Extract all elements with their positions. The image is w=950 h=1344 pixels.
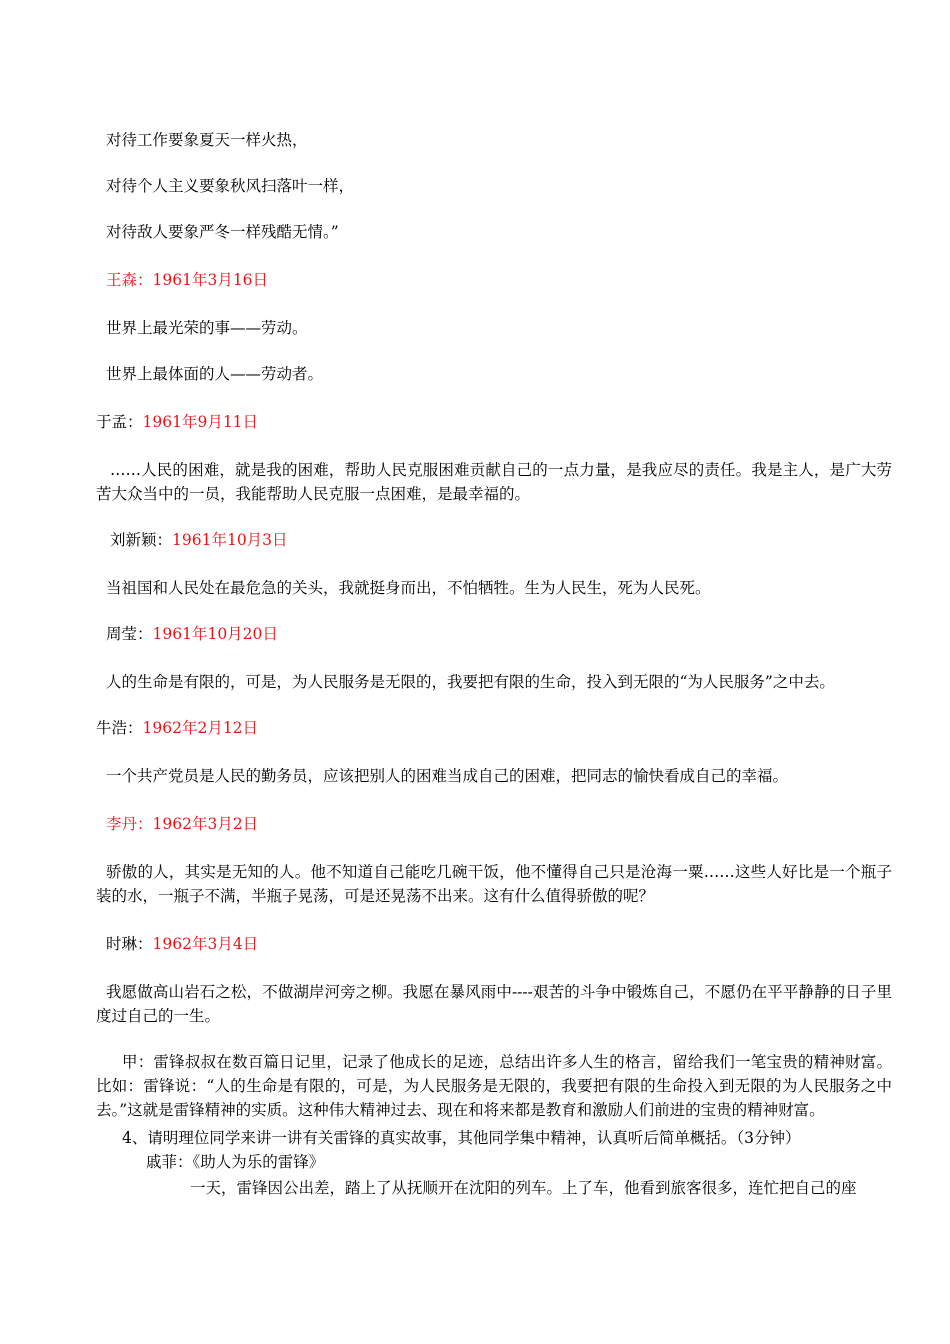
entry-date: 1961年10月3日 <box>172 531 288 549</box>
verse-line-2: 对待个人主义要象秋风扫落叶一样， <box>106 177 355 195</box>
entry-text: 人的生命是有限的，可是，为人民服务是无限的，我要把有限的生命，投入到无限的“为人民服务”之中去。 <box>106 673 835 691</box>
entry-name: 牛浩： <box>96 719 143 737</box>
entry-date: 1962年3月2日 <box>152 815 259 833</box>
entry-text: 骄傲的人，其实是无知的人。他不知道自己能吃几碗干饭，他不懂得自己只是沧海一粟……这些人好比是一个瓶子装的水，一瓶子不满，半瓶子晃荡，可是还晃荡不出来。这有什么值得骄傲的呢？ <box>96 863 892 905</box>
entry-date: 1962年3月4日 <box>152 935 259 953</box>
entry-name: 王森： <box>106 271 153 289</box>
story-text: 一天，雷锋因公出差，踏上了从抚顺开在沈阳的列车。上了车，他看到旅客很多，连忙把自己的座 <box>190 1179 857 1197</box>
verse-line-3: 对待敌人要象严冬一样残酷无情。” <box>106 223 339 241</box>
entry-name: 李丹： <box>106 815 153 833</box>
entry-date: 1962年2月12日 <box>142 719 259 737</box>
entry-text: 当祖国和人民处在最危急的关头，我就挺身而出，不怕牺牲。生为人民生，死为人民死。 <box>106 579 711 597</box>
entry-heading <box>106 932 258 956</box>
entry-heading <box>106 812 258 836</box>
entry-name: 周莹： <box>106 625 153 643</box>
entry-heading <box>110 528 288 552</box>
verse-line-1: 对待工作要象夏天一样火热， <box>106 131 308 149</box>
entry-name: 于孟： <box>96 413 143 431</box>
entry-date: 1961年9月11日 <box>142 413 259 431</box>
narration-paragraph: 甲：雷锋叔叔在数百篇日记里，记录了他成长的足迹，总结出许多人生的格言，留给我们一笔宝贵的精神财富。比如：雷锋说：“人的生命是有限的，可是，为人民服务是无限的，我要把有限的生命投入到无限的为人民服务之中去。”这就是雷锋精神的实质。这种伟大精神过去、现在和将来都是教育和激励人们前进的宝贵的精神财富。 <box>96 1053 892 1119</box>
entry-heading <box>96 716 258 740</box>
entry-heading <box>106 622 278 646</box>
entry-text: 一个共产党员是人民的勤务员，应该把别人的困难当成自己的困难，把同志的愉快看成自己的幸福。 <box>106 767 789 785</box>
entry-name: 时琳： <box>106 935 153 953</box>
story-title: 戚菲：《助人为乐的雷锋》 <box>146 1153 325 1171</box>
entry-heading <box>96 410 258 434</box>
entry-heading <box>106 268 268 292</box>
entry-text: ……人民的困难，就是我的困难，帮助人民克服困难贡献自己的一点力量，是我应尽的责任。我是主人，是广大劳苦大众当中的一员，我能帮助人民克服一点困难，是最幸福的。 <box>96 461 892 503</box>
activity-step: 4、请明理位同学来讲一讲有关雷锋的真实故事，其他同学集中精神，认真听后简单概括。（3分钟） <box>122 1129 801 1147</box>
entry-text-line: 世界上最光荣的事——劳动。 <box>106 319 308 337</box>
entry-name: 刘新颖： <box>110 531 173 549</box>
entry-date: 1961年10月20日 <box>152 625 278 643</box>
entry-text-line: 世界上最体面的人——劳动者。 <box>106 365 324 383</box>
entry-date: 1961年3月16日 <box>152 271 269 289</box>
entry-text: 我愿做高山岩石之松，不做湖岸河旁之柳。我愿在暴风雨中----艰苦的斗争中锻炼自己，不愿仍在平平静静的日子里度过自己的一生。 <box>96 983 892 1025</box>
